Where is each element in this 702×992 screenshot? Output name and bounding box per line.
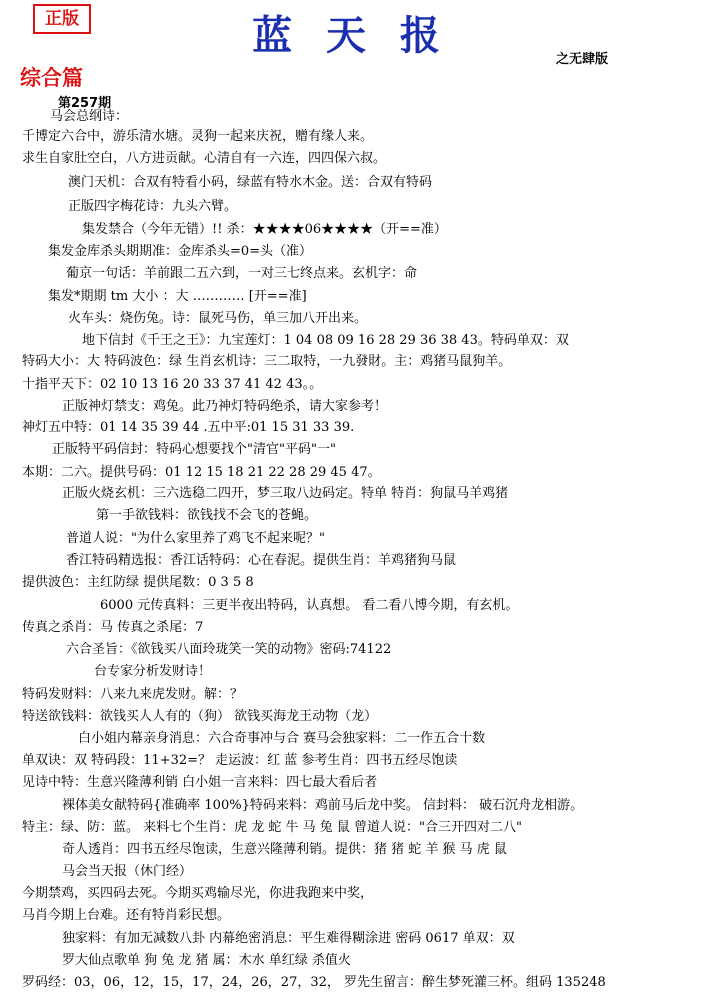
text-line: 正版神灯禁支：鸡兔。此乃神灯特码绝杀，请大家参考！ (62, 399, 388, 414)
text-line: 罗大仙点歌单 狗 兔 龙 猪 属：木水 单红绿 杀值火 (62, 953, 351, 968)
text-line: 独家料：有加无减数八卦 内幕绝密消息：平生难得糊涂进 密码 0617 单双：双 (62, 931, 515, 946)
text-line: 本期：二六。提供号码：01 12 15 18 21 22 28 29 45 47。 (22, 465, 381, 480)
issue-number: 第257期 (58, 96, 112, 111)
text-line: 今期禁鸡，买四码去死。今期买鸡输尽光，你进我跑来中奖， (22, 886, 374, 901)
text-line: 葡京一句话：羊前跟二五六到，一对三七终点来。玄机字：命 (66, 266, 418, 281)
text-line: 传真之杀肖：马 传真之杀尾：7 (22, 620, 204, 635)
text-line: 澳门天机：合双有特看小码，绿蓝有特水木金。送：合双有特码 (68, 175, 433, 190)
text-line: 求生自家肚空白，八方进贡献。心清自有一六连，四四保六叔。 (22, 151, 387, 166)
text-line: 特码发财料：八来九来虎发财。解：？ (22, 687, 244, 702)
text-line: 提供波色：主红防绿 提供尾数：0 3 5 8 (22, 575, 254, 590)
text-line: 第一手欲钱料：欲钱找不会飞的苍蝇。 (96, 508, 318, 523)
text-line: 普道人说："为什么家里养了鸡飞不起来呢？" (66, 531, 325, 546)
text-line: 白小姐内幕亲身消息：六合奇事冲与合 赛马会独家料：二一作五合十数 (78, 731, 486, 746)
text-line: 奇人透肖：四书五经尽饱读，生意兴隆薄利销。提供：猪 猪 蛇 羊 猴 马 虎 鼠 (62, 842, 507, 857)
text-line: 集发*期期 tm 大小 ：大 ………… [开==准] (48, 289, 307, 304)
text-line: 单双诀：双 特码段：11+32=？ 走运波：红 蓝 参考生肖：四书五经尽饱读 (22, 753, 458, 768)
text-line: 正版四字梅花诗：九头六臂。 (68, 199, 238, 214)
masthead-title: 蓝 天 报 (252, 12, 450, 59)
text-line: 马会总纲诗： (50, 109, 129, 124)
zhengban-stamp: 正版 (33, 4, 91, 34)
text-line: 千博定六合中，游乐清水塘。灵狗一起来庆祝，赠有缘人来。 (22, 129, 374, 144)
text-line: 特码大小：大 特码波色：绿 生肖玄机诗：三二取特，一九發財。主：鸡猪马鼠狗羊。 (22, 354, 512, 369)
text-line: 香江特码精选报：香江话特码：心在春泥。提供生肖：羊鸡猪狗马鼠 (66, 553, 457, 568)
text-line: 正版火烧玄机：三六选稳二四开，梦三取八边码定。特单 特肖：狗鼠马羊鸡猪 (62, 486, 509, 501)
text-line: 集发金库杀头期期准：金库杀头=0=头（准） (48, 244, 313, 259)
text-line: 罗码经：03，06，12，15，17，24，26，27，32， 罗先生留言：醉生梦死灌三杯。组码 135248 (22, 975, 606, 990)
text-line: 特主：绿、防：蓝。 来料七个生肖：虎 龙 蛇 牛 马 兔 鼠 曾道人说："合三开四对二八" (22, 820, 523, 835)
text-line: 裸体美女献特码{准确率 100%}特码来料：鸡前马后龙中奖。 信封料： 破石沉舟龙相游。 (62, 798, 584, 813)
text-line: 台专家分析发财诗！ (94, 664, 212, 679)
text-line: 见诗中特：生意兴隆薄利销 白小姐一言来料：四七最大看后者 (22, 775, 378, 790)
section-title: 综合篇 (20, 66, 83, 90)
text-line: 火车头：烧伤兔。诗：鼠死马伤，单三加八开出来。 (68, 311, 368, 326)
text-line: 神灯五中特：01 14 35 39 44 .五中平:01 15 31 33 39. (22, 420, 355, 435)
text-line: 特送欲钱料：欲钱买人人有的（狗） 欲钱买海龙王动物（龙） (22, 709, 378, 724)
text-line: 6000 元传真料：三更半夜出特码，认真想。 看二看八博今期，有玄机。 (100, 598, 519, 613)
text-line: 十指平天下：02 10 13 16 20 33 37 41 42 43。。 (22, 377, 323, 392)
text-line: 集发禁合（今年无错）!! 杀：★★★★06★★★★（开==准） (82, 222, 447, 237)
edition-label: 之无肆版 (555, 52, 608, 67)
text-line: 马肖今期上台难。还有特肖彩民想。 (22, 908, 231, 923)
text-line: 六合圣旨：《欲钱买八面玲珑笑一笑的动物》密码:74122 (66, 642, 392, 657)
text-line: 马会当天报（休门经） (62, 864, 193, 879)
text-line: 地下信封《千王之王》：九宝莲灯：1 04 08 09 16 28 29 36 38 43。特码单双：双 (82, 333, 569, 348)
text-line: 正版特平码信封：特码心想要找个"清官"平码"一" (52, 442, 336, 457)
